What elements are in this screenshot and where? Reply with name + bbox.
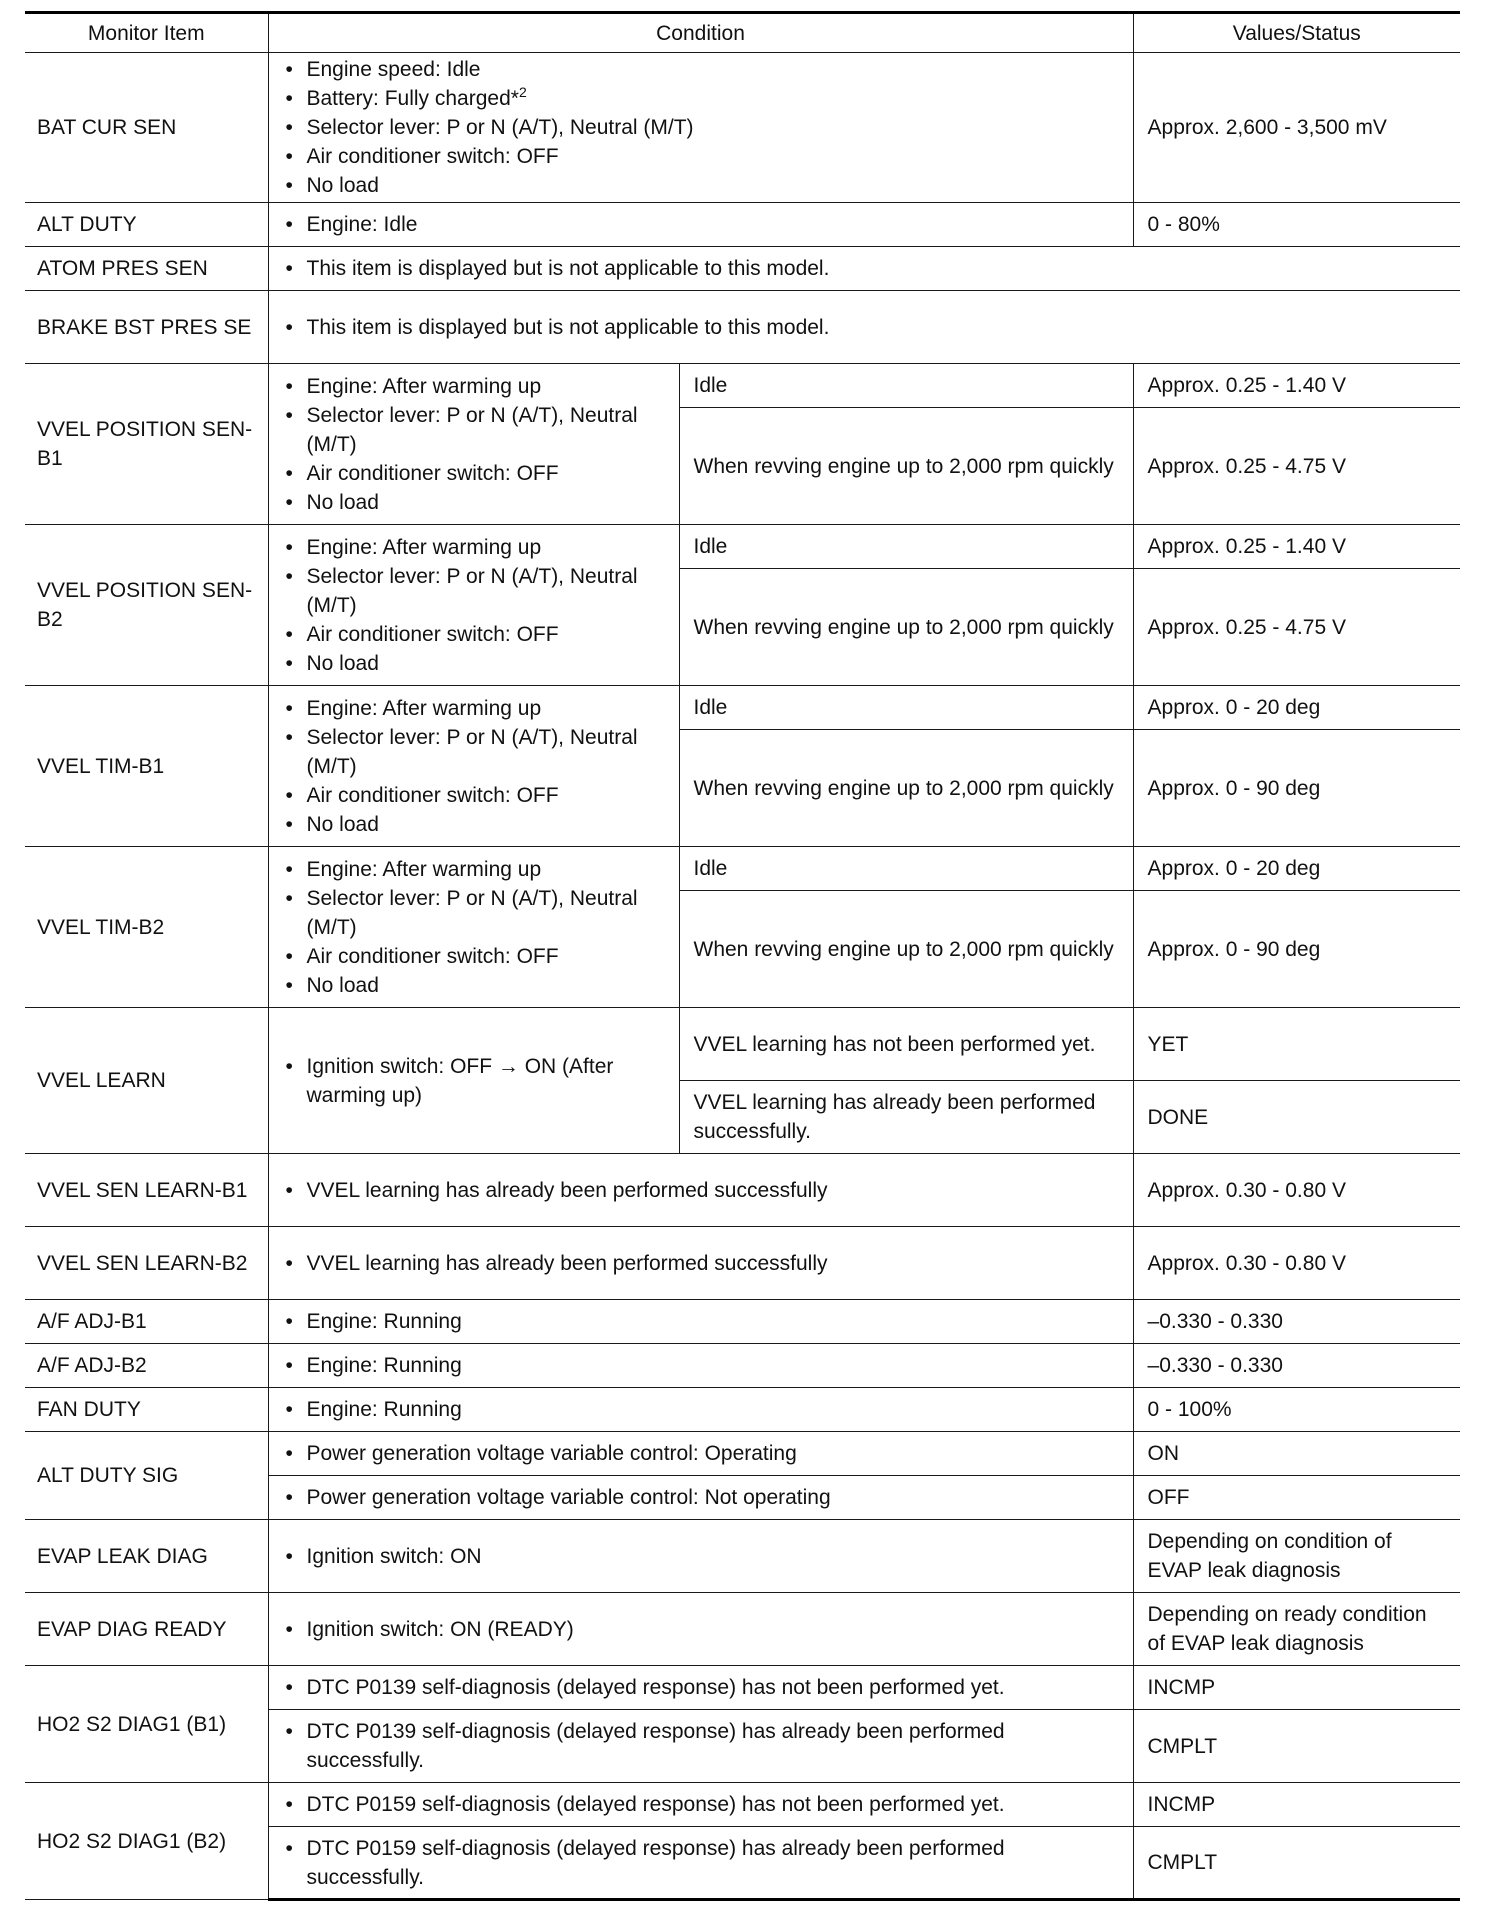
- list-item: • No load: [283, 971, 665, 1000]
- list-item: • No load: [283, 810, 665, 839]
- condition-cell: [268, 1520, 1133, 1593]
- monitor-item-cell: BAT CUR SEN: [25, 53, 268, 203]
- condition-list: [283, 694, 665, 839]
- monitor-item-cell: ALT DUTY SIG: [25, 1432, 268, 1520]
- list-item: • No load: [283, 649, 665, 678]
- value-cell: CMPLT: [1133, 1827, 1460, 1900]
- sub-condition-cell: VVEL learning has not been performed yet.: [679, 1008, 1133, 1081]
- list-item: • Engine: After warming up: [283, 855, 665, 884]
- condition-cell: [268, 1300, 1133, 1344]
- list-item: • Engine: Running: [283, 1395, 1119, 1424]
- list-item: • This item is displayed but is not applicable to this model.: [283, 254, 1447, 283]
- sub-condition-cell: When revving engine up to 2,000 rpm quickly: [679, 408, 1133, 525]
- monitor-item-cell: VVEL LEARN: [25, 1008, 268, 1154]
- table-row: [25, 1388, 1460, 1432]
- table-row: [25, 1783, 1460, 1827]
- value-cell: Approx. 0 - 90 deg: [1133, 730, 1460, 847]
- header-row: [25, 13, 1460, 53]
- value-cell: Approx. 0.30 - 0.80 V: [1133, 1227, 1460, 1300]
- list-item: • Selector lever: P or N (A/T), Neutral (M/T): [283, 113, 1119, 142]
- value-cell: Approx. 0.25 - 1.40 V: [1133, 364, 1460, 408]
- condition-list: [283, 533, 665, 678]
- value-cell: INCMP: [1133, 1783, 1460, 1827]
- monitor-item-cell: EVAP DIAG READY: [25, 1593, 268, 1666]
- table-row: [25, 1520, 1460, 1593]
- monitor-item-cell: VVEL POSITION SEN-B1: [25, 364, 268, 525]
- table-row: [25, 53, 1460, 203]
- value-cell: Depending on condition of EVAP leak diagnosis: [1133, 1520, 1460, 1593]
- sub-condition-cell: Idle: [679, 847, 1133, 891]
- monitor-item-cell: A/F ADJ-B1: [25, 1300, 268, 1344]
- condition-cell: [268, 1593, 1133, 1666]
- monitor-item-cell: VVEL SEN LEARN-B1: [25, 1154, 268, 1227]
- condition-cell: [268, 1827, 1133, 1900]
- table-row: [25, 364, 1460, 408]
- table-row: [25, 203, 1460, 247]
- condition-cell: [268, 364, 679, 525]
- table-row: [25, 1666, 1460, 1710]
- condition-cell: [268, 1432, 1133, 1476]
- list-item: • Ignition switch: ON: [283, 1542, 1119, 1571]
- list-item: • This item is displayed but is not applicable to this model.: [283, 313, 1447, 342]
- value-cell: Approx. 0.25 - 1.40 V: [1133, 525, 1460, 569]
- condition-cell: [268, 1227, 1133, 1300]
- table-row: [25, 247, 1460, 291]
- value-cell: INCMP: [1133, 1666, 1460, 1710]
- list-item: • Air conditioner switch: OFF: [283, 781, 665, 810]
- value-cell: DONE: [1133, 1081, 1460, 1154]
- condition-cell: [268, 203, 1133, 247]
- list-item: • Power generation voltage variable control: Not operating: [283, 1483, 1119, 1512]
- sub-condition-cell: When revving engine up to 2,000 rpm quickly: [679, 569, 1133, 686]
- list-item: • DTC P0139 self-diagnosis (delayed response) has not been performed yet.: [283, 1673, 1119, 1702]
- list-item: • Engine: Idle: [283, 210, 1119, 239]
- sub-condition-cell: Idle: [679, 364, 1133, 408]
- table-row: [25, 1008, 1460, 1081]
- value-cell: 0 - 100%: [1133, 1388, 1460, 1432]
- header-values-status: Values/Status: [1133, 13, 1460, 53]
- value-cell: –0.330 - 0.330: [1133, 1344, 1460, 1388]
- sub-condition-cell: Idle: [679, 686, 1133, 730]
- list-item: • Engine: After warming up: [283, 372, 665, 401]
- table-row: [25, 1344, 1460, 1388]
- monitor-items-table: [25, 11, 1460, 1901]
- monitor-item-cell: BRAKE BST PRES SE: [25, 291, 268, 364]
- condition-cell: [268, 1710, 1133, 1783]
- condition-cell: [268, 1783, 1133, 1827]
- value-cell: OFF: [1133, 1476, 1460, 1520]
- monitor-item-cell: ATOM PRES SEN: [25, 247, 268, 291]
- table-row: [25, 1593, 1460, 1666]
- list-item: • Air conditioner switch: OFF: [283, 142, 1119, 171]
- value-cell: Approx. 0.25 - 4.75 V: [1133, 408, 1460, 525]
- value-cell: ON: [1133, 1432, 1460, 1476]
- value-cell: Depending on ready condition of EVAP leak diagnosis: [1133, 1593, 1460, 1666]
- list-item: • Ignition switch: OFF → ON (After warming up): [283, 1052, 665, 1110]
- monitor-table-container: [25, 11, 1460, 1901]
- monitor-item-cell: VVEL POSITION SEN-B2: [25, 525, 268, 686]
- table-row: [25, 1300, 1460, 1344]
- list-item: • Selector lever: P or N (A/T), Neutral (M/T): [283, 562, 665, 620]
- value-cell: Approx. 0.25 - 4.75 V: [1133, 569, 1460, 686]
- list-item: • Selector lever: P or N (A/T), Neutral (M/T): [283, 401, 665, 459]
- value-cell: CMPLT: [1133, 1710, 1460, 1783]
- footnote-superscript: 2: [518, 84, 527, 100]
- list-item: • DTC P0159 self-diagnosis (delayed response) has not been performed yet.: [283, 1790, 1119, 1819]
- monitor-item-cell: ALT DUTY: [25, 203, 268, 247]
- monitor-item-cell: VVEL SEN LEARN-B2: [25, 1227, 268, 1300]
- monitor-item-cell: HO2 S2 DIAG1 (B1): [25, 1666, 268, 1783]
- condition-cell: [268, 1388, 1133, 1432]
- list-item: [283, 84, 1119, 113]
- list-item: • Air conditioner switch: OFF: [283, 459, 665, 488]
- value-cell: Approx. 2,600 - 3,500 mV: [1133, 53, 1460, 203]
- list-item: • Ignition switch: ON (READY): [283, 1615, 1119, 1644]
- table-row: [25, 847, 1460, 891]
- list-item: • Selector lever: P or N (A/T), Neutral (M/T): [283, 723, 665, 781]
- value-cell: Approx. 0 - 20 deg: [1133, 686, 1460, 730]
- value-cell: Approx. 0 - 20 deg: [1133, 847, 1460, 891]
- table-row: [25, 525, 1460, 569]
- list-item: • Engine: After warming up: [283, 533, 665, 562]
- table-row: [25, 1154, 1460, 1227]
- sub-condition-cell: When revving engine up to 2,000 rpm quickly: [679, 891, 1133, 1008]
- condition-cell: [268, 247, 1460, 291]
- condition-cell: [268, 291, 1460, 364]
- monitor-item-cell: FAN DUTY: [25, 1388, 268, 1432]
- condition-cell: [268, 53, 1133, 203]
- list-item: • No load: [283, 171, 1119, 200]
- table-row: [25, 686, 1460, 730]
- monitor-item-cell: EVAP LEAK DIAG: [25, 1520, 268, 1593]
- list-item: • Power generation voltage variable control: Operating: [283, 1439, 1119, 1468]
- value-cell: –0.330 - 0.330: [1133, 1300, 1460, 1344]
- condition-cell: [268, 847, 679, 1008]
- condition-cell: [268, 1154, 1133, 1227]
- table-row: [25, 1227, 1460, 1300]
- list-item: • DTC P0139 self-diagnosis (delayed response) has already been performed successfully.: [283, 1717, 1119, 1775]
- condition-list: [283, 55, 1119, 200]
- header-monitor-item: Monitor Item: [25, 13, 268, 53]
- header-condition: Condition: [268, 13, 1133, 53]
- list-item: • Engine: After warming up: [283, 694, 665, 723]
- table-row: [25, 291, 1460, 364]
- monitor-item-cell: HO2 S2 DIAG1 (B2): [25, 1783, 268, 1900]
- condition-cell: [268, 1008, 679, 1154]
- condition-list: [283, 855, 665, 1000]
- condition-cell: [268, 525, 679, 686]
- list-item: • Air conditioner switch: OFF: [283, 942, 665, 971]
- sub-condition-cell: Idle: [679, 525, 1133, 569]
- value-cell: 0 - 80%: [1133, 203, 1460, 247]
- value-cell: Approx. 0 - 90 deg: [1133, 891, 1460, 1008]
- value-cell: Approx. 0.30 - 0.80 V: [1133, 1154, 1460, 1227]
- value-cell: YET: [1133, 1008, 1460, 1081]
- condition-list: [283, 372, 665, 517]
- condition-cell: [268, 1666, 1133, 1710]
- monitor-item-cell: VVEL TIM-B1: [25, 686, 268, 847]
- list-item-text: Battery: Fully charged*: [306, 87, 519, 110]
- list-item: • VVEL learning has already been performed successfully: [283, 1249, 1119, 1278]
- sub-condition-cell: VVEL learning has already been performed successfully.: [679, 1081, 1133, 1154]
- list-item: • Engine: Running: [283, 1307, 1119, 1336]
- condition-cell: [268, 1344, 1133, 1388]
- list-item: • Engine speed: Idle: [283, 55, 1119, 84]
- list-item: • Engine: Running: [283, 1351, 1119, 1380]
- list-item: • Selector lever: P or N (A/T), Neutral (M/T): [283, 884, 665, 942]
- sub-condition-cell: When revving engine up to 2,000 rpm quickly: [679, 730, 1133, 847]
- list-item: • DTC P0159 self-diagnosis (delayed response) has already been performed successfully.: [283, 1834, 1119, 1892]
- condition-cell: [268, 686, 679, 847]
- condition-cell: [268, 1476, 1133, 1520]
- monitor-item-cell: VVEL TIM-B2: [25, 847, 268, 1008]
- list-item: • VVEL learning has already been performed successfully: [283, 1176, 1119, 1205]
- table-row: [25, 1432, 1460, 1476]
- monitor-item-cell: A/F ADJ-B2: [25, 1344, 268, 1388]
- list-item: • Air conditioner switch: OFF: [283, 620, 665, 649]
- list-item: • No load: [283, 488, 665, 517]
